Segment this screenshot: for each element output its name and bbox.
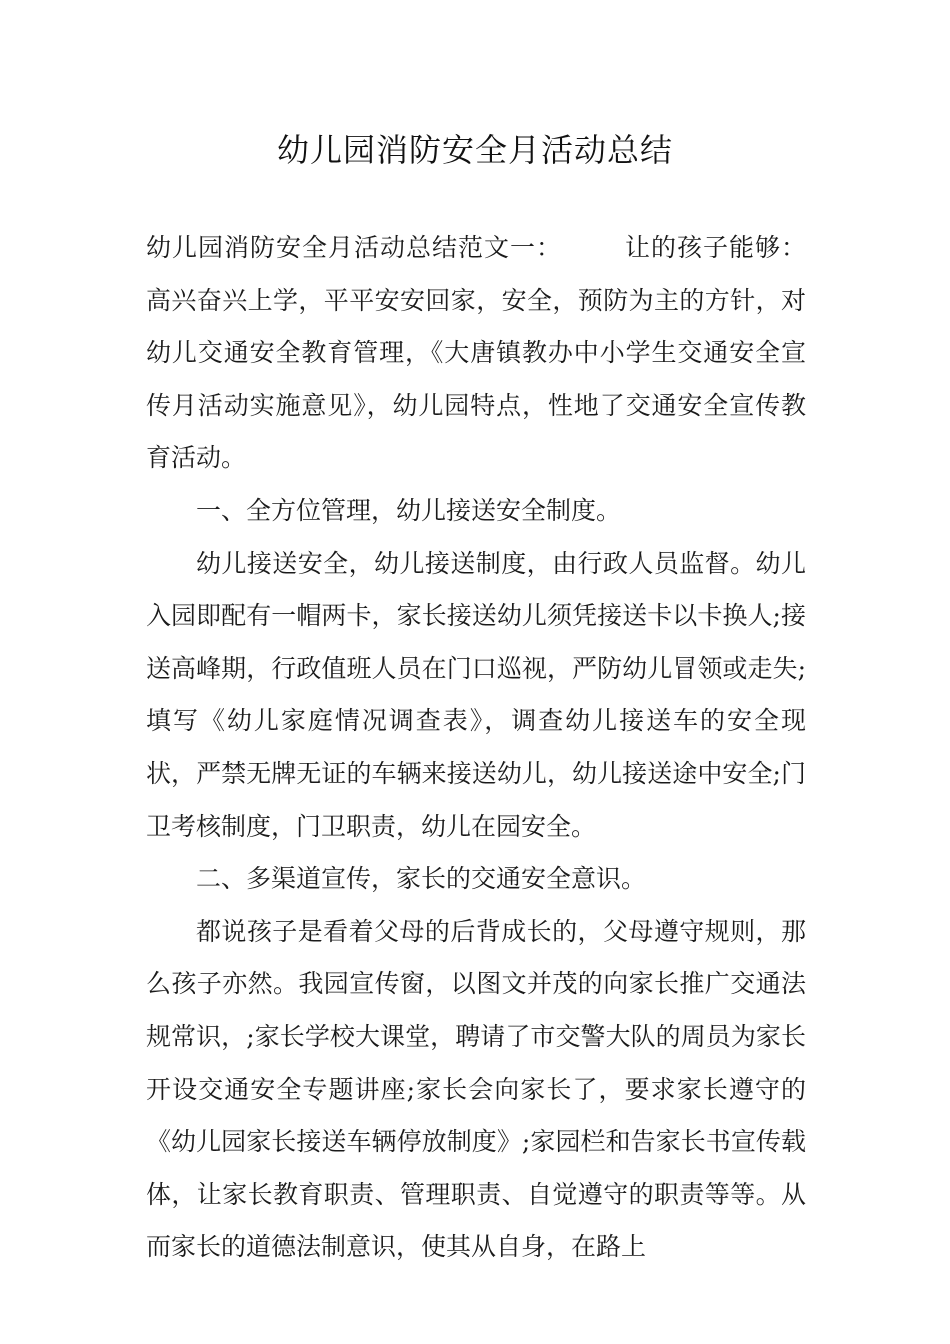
intro-paragraph: [146, 222, 806, 485]
intro-lead: 幼儿园消防安全月活动总结范文一：: [146, 233, 562, 262]
document-title: 幼儿园消防安全月活动总结: [276, 131, 673, 169]
body-paragraph-1: 幼儿接送安全，幼儿接送制度，由行政人员监督。幼儿入园即配有一帽两卡，家长接送幼儿须凭接送卡以卡换人;接送高峰期，行政值班人员在门口巡视，严防幼儿冒领或走失;填写《幼儿家庭情况调查表》，调查幼儿接送车的安全现状，严禁无牌无证的车辆来接送幼儿，幼儿接送途中安全;门卫考核制度，门卫职责，幼儿在园安全。: [146, 548, 806, 841]
section-heading-1: 一、全方位管理，幼儿接送安全制度。: [196, 495, 622, 525]
section-heading-2: 二、多渠道宣传，家长的交通安全意识。: [196, 864, 647, 894]
body-paragraph-2: 都说孩子是看着父母的后背成长的，父母遵守规则，那么孩子亦然。我园宣传窗，以图文并茂的向家长推广交通法规常识，;家长学校大课堂，聘请了市交警大队的周员为家长开设交通安全专题讲座;家长会向家长了，要求家长遵守的《幼儿园家长接送车辆停放制度》;家园栏和告家长书宣传载体，让家长教育职责、管理职责、自觉遵守的职责等等。从而家长的道德法制意识，使其从自身，在路上: [146, 916, 806, 1262]
document-body: [146, 222, 806, 1274]
intro-rest: 让的孩子能够：高兴奋兴上学，平平安安回家，安全，预防为主的方针，对幼儿交通安全教育管理，《大唐镇教办中小学生交通安全宣传月活动实施意见》，幼儿园特点，性地了交通安全宣传教育活动。: [146, 233, 806, 473]
